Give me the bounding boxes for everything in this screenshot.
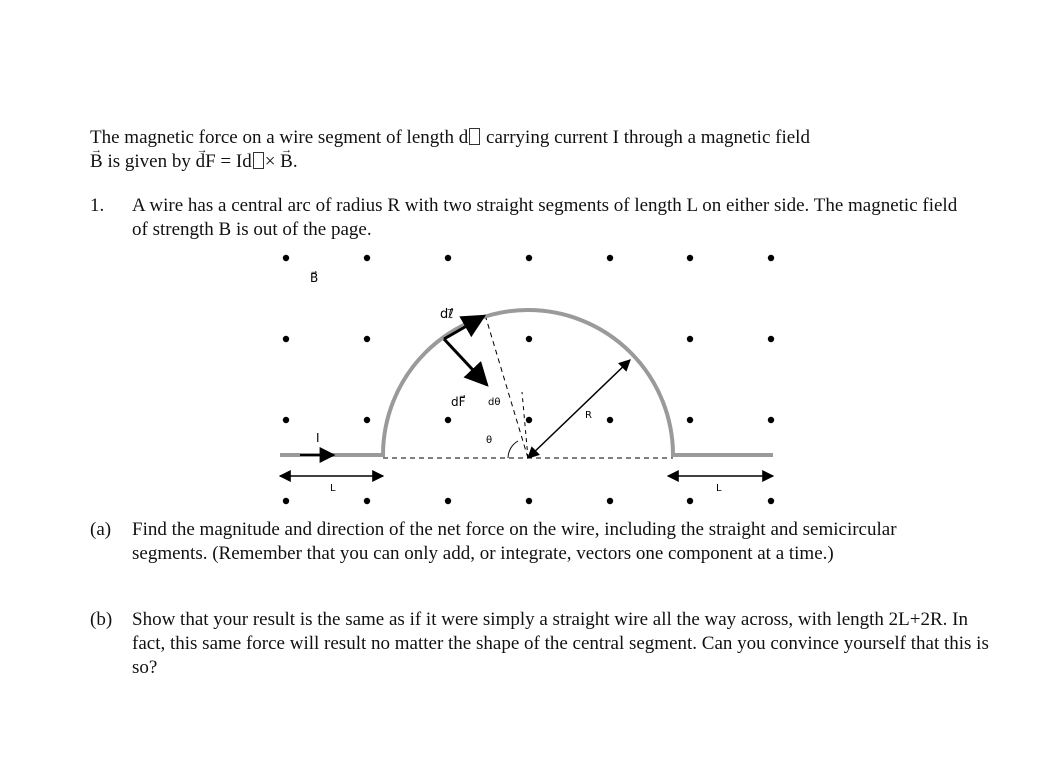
label-l-left: L bbox=[330, 483, 336, 494]
b-vector-symbol-2: → B bbox=[280, 150, 293, 174]
problem-text: A wire has a central arc of radius R with two straight segments of length L on either side. The magnetic field of strength B is out of the page. bbox=[132, 195, 958, 240]
radius-arrow bbox=[528, 360, 630, 458]
missing-glyph bbox=[253, 152, 264, 169]
label-dl: dℓ⃗ bbox=[440, 307, 454, 322]
equation-mid: = Id bbox=[215, 151, 252, 172]
wire-diagram bbox=[270, 240, 790, 515]
label-current: I bbox=[316, 431, 320, 445]
problem-number: 1. bbox=[90, 195, 105, 216]
field-dots bbox=[283, 255, 774, 504]
part-b-label: (b) bbox=[90, 609, 113, 630]
label-dtheta: dθ bbox=[488, 397, 501, 408]
label-theta: θ bbox=[486, 435, 493, 446]
label-l-right: L bbox=[716, 483, 722, 494]
label-r: R bbox=[585, 410, 592, 421]
b-vector-symbol: → B bbox=[90, 150, 103, 174]
part-a-text: Find the magnitude and direction of the net force on the wire, including the straight and semicircular segments. (Remember that you can only add, or integrate, vectors one component at a time.) bbox=[132, 519, 897, 564]
radius-dashed-line bbox=[486, 318, 528, 458]
df-arrow bbox=[444, 339, 487, 385]
missing-glyph bbox=[469, 128, 480, 145]
equation-times: × bbox=[264, 151, 281, 172]
wire-diagram-svg bbox=[270, 240, 790, 510]
label-df: dF⃗ bbox=[451, 395, 466, 409]
part-b-text: Show that your result is the same as if it were simply a straight wire all the way across, with length 2L+2R. In fact, this same force will result no matter the shape of the central segment. Can you convince yourself that this is so? bbox=[132, 609, 989, 678]
intro-text-3: is given by bbox=[102, 151, 196, 172]
label-b-field: B⃗ bbox=[310, 271, 319, 285]
theta-arc bbox=[508, 441, 518, 458]
intro-paragraph bbox=[90, 126, 970, 174]
df-vector-symbol: → dF bbox=[196, 150, 216, 174]
wire bbox=[280, 310, 773, 455]
equation-end: . bbox=[292, 151, 298, 172]
intro-text-2: carrying current I through a magnetic field bbox=[481, 127, 810, 148]
part-a-label: (a) bbox=[90, 519, 112, 540]
intro-text-1: The magnetic force on a wire segment of length d bbox=[90, 127, 469, 148]
